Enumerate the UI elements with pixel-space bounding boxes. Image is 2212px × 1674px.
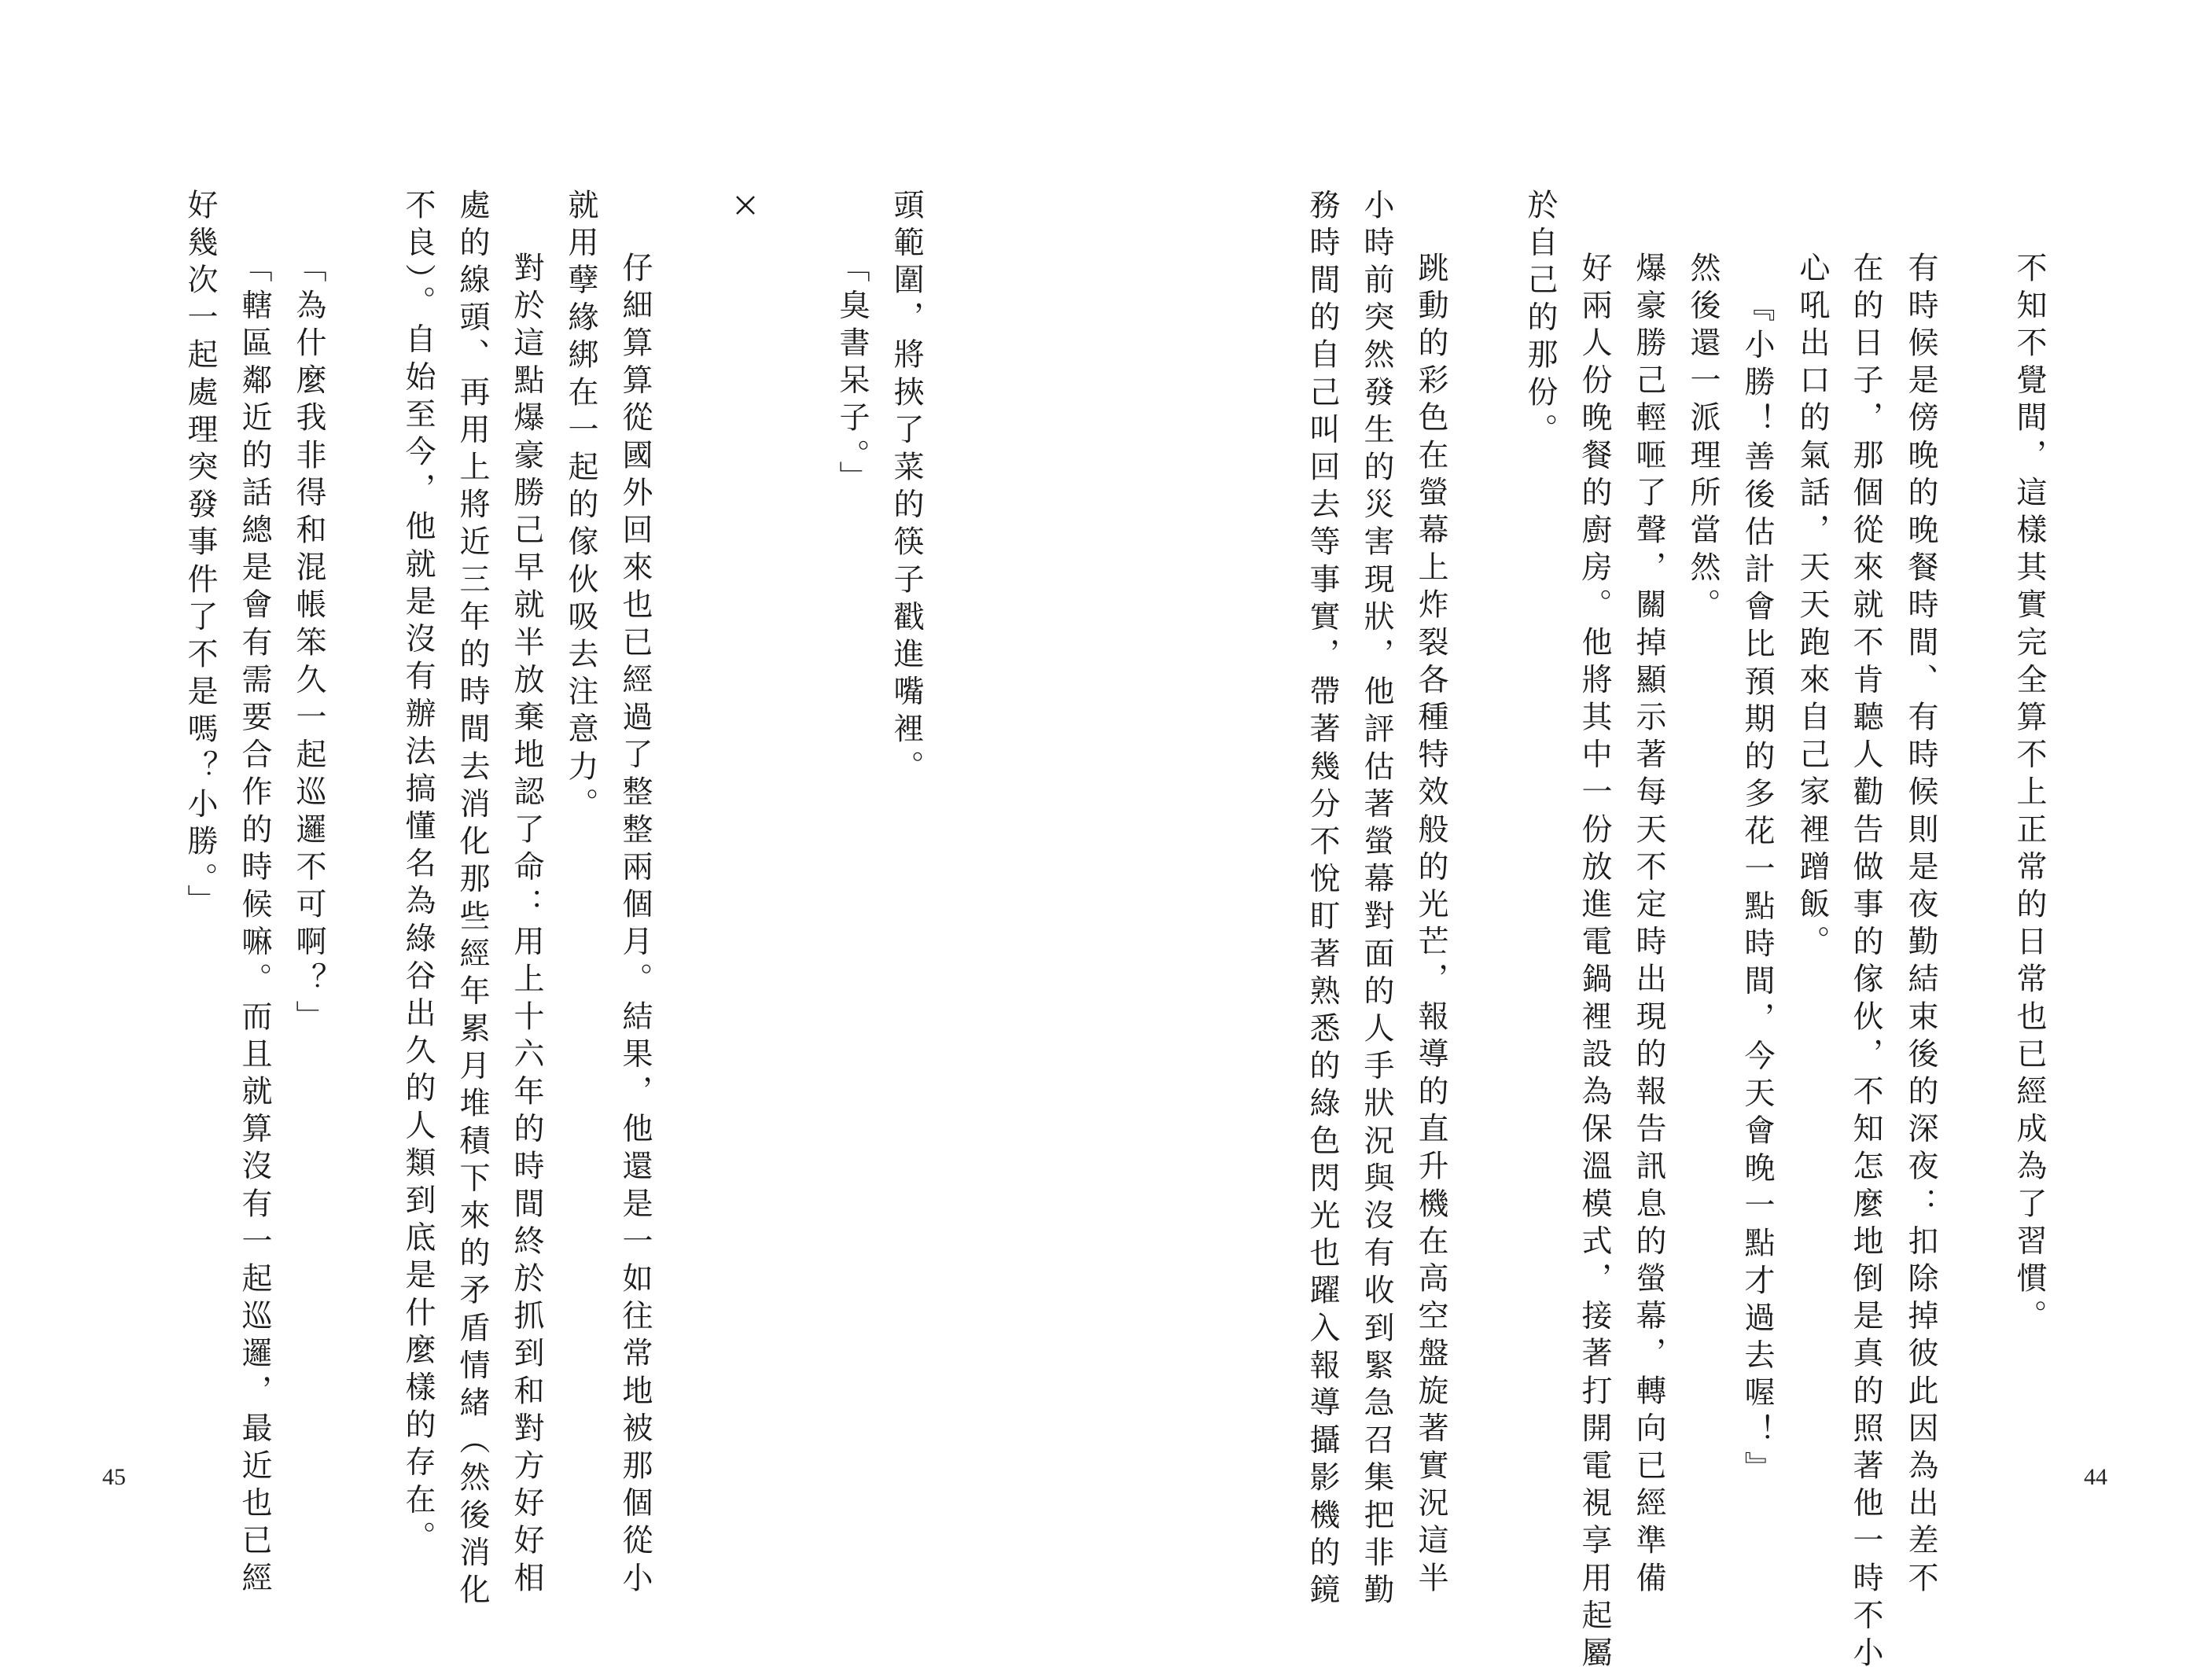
text-line: 「臭書呆子。」 <box>834 252 870 499</box>
text-line: 有時候是傍晚的晚餐時間、有時候則是夜勤結束後的深夜：扣除掉彼此因為出差不 <box>1903 252 1938 1599</box>
text-line: 好幾次一起處理突發事件了不是嗎？小勝。」 <box>182 189 218 922</box>
text-line: 『小勝！善後估計會比預期的多花一點時間，今天會晚一點才過去喔！』 <box>1739 291 1775 1489</box>
section-separator-mark <box>733 193 758 218</box>
text-line: 於自己的那份。 <box>1522 189 1558 451</box>
text-line: 「轄區鄰近的話總是會有需要合作的時候嘛。而且就算沒有一起巡邏，最近也已經 <box>237 252 272 1599</box>
text-line: 爆豪勝己輕咂了聲，關掉顯示著每天不定時出現的報告訊息的螢幕，轉向已經準備 <box>1631 252 1666 1599</box>
text-line: 務時間的自己叫回去等事實，帶著幾分不悅盯著熟悉的綠色閃光也躍入報導攝影機的鏡 <box>1305 189 1340 1611</box>
page-number: 44 <box>2084 1464 2107 1490</box>
text-line: 好兩人份晚餐的廚房。他將其中一份放進電鍋裡設為保溫模式，接著打開電視享用起屬 <box>1577 252 1612 1674</box>
text-line: 就用孽緣綁在一起的傢伙吸去注意力。 <box>563 189 598 826</box>
text-line: 仔細算算從國外回來也已經過了整整兩個月。結果，他還是一如往常地被那個從小 <box>617 252 653 1599</box>
text-line: 小時前突然發生的災害現狀，他評估著螢幕對面的人手狀況與沒有收到緊急召集把非勤 <box>1359 189 1394 1611</box>
text-line: 跳動的彩色在螢幕上炸裂各種特效般的光芒，報導的直升機在高空盤旋著實況這半 <box>1413 252 1448 1599</box>
text-line: 然後還一派理所當然。 <box>1685 252 1721 626</box>
text-line: 「為什麼我非得和混帳笨久一起巡邏不可啊？」 <box>291 252 326 1038</box>
text-line: 不知不覺間，這樣其實完全算不上正常的日常也已經成為了習慣。 <box>2011 252 2047 1337</box>
text-line: 在的日子，那個從來就不肯聽人勸告做事的傢伙，不知怎麼地倒是真的照著他一時不小 <box>1848 252 1883 1674</box>
text-line: 心吼出口的氣話，天天跑來自己家裡蹭飯。 <box>1794 252 1830 963</box>
text-line: 處的線頭、再用上將近三年的時間去消化那些經年累月堆積下來的矛盾情緒（然後消化 <box>455 189 490 1611</box>
text-line: 不良）。自始至今，他就是沒有辦法搞懂名為綠谷出久的人類到底是什麼樣的存在。 <box>400 189 436 1558</box>
text-line: 對於這點爆豪勝己早就半放棄地認了命：用上十六年的時間終於抓到和對方好好相 <box>509 252 544 1599</box>
text-line: 頭範圍，將挾了菜的筷子戳進嘴裡。 <box>889 189 924 788</box>
page-number: 45 <box>102 1464 126 1490</box>
